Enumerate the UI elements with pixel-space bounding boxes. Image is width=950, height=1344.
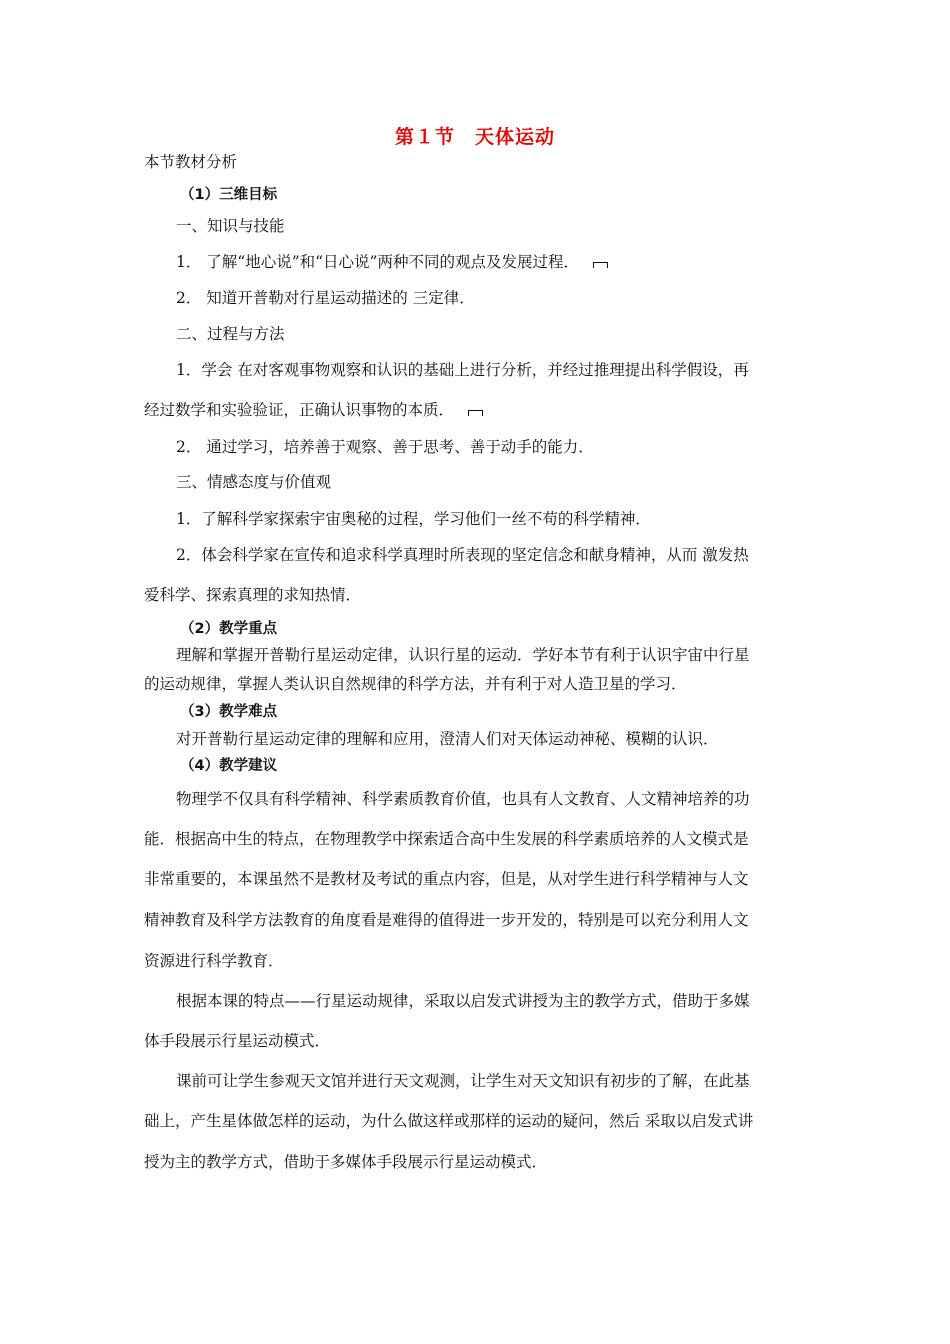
emotion-item-2-line-2: 爱科学、探索真理的求知热情． bbox=[144, 586, 362, 604]
advice-para-2-line-1: 根据本课的特点——行星运动规律，采取以启发式讲授为主的教学方式，借助于多媒 bbox=[176, 992, 750, 1010]
knowledge-heading: 一、知识与技能 bbox=[176, 217, 285, 235]
emotion-heading: 三、情感态度与价值观 bbox=[176, 473, 332, 491]
edit-mark-icon bbox=[468, 410, 483, 416]
section-label: 本节教材分析 bbox=[144, 153, 238, 171]
process-item-1-line-1: 1．学会 在对客观事物观察和认识的基础上进行分析，并经过推理提出科学假设，再 bbox=[176, 361, 749, 379]
process-heading: 二、过程与方法 bbox=[176, 325, 285, 343]
advice-para-1-line-5: 资源进行科学教育． bbox=[144, 952, 284, 970]
emotion-item-1: 1．了解科学家探索宇宙奥秘的过程，学习他们一丝不苟的科学精神． bbox=[176, 510, 651, 528]
process-item-1-line-2-text: 经过数学和实验验证，正确认识事物的本质． bbox=[144, 401, 455, 419]
key-heading: （2）教学重点 bbox=[180, 621, 278, 637]
key-line-2: 的运动规律，掌握人类认识自然规律的科学方法，并有利于对人造卫星的学习． bbox=[144, 675, 687, 693]
advice-heading: （4）教学建议 bbox=[180, 758, 278, 774]
edit-mark-icon bbox=[593, 262, 608, 268]
knowledge-item-2: 2． 知道开普勒对行星运动描述的 三定律． bbox=[176, 289, 475, 307]
knowledge-item-1 bbox=[176, 252, 608, 272]
advice-para-1-line-2: 能．根据高中生的特点，在物理教学中探索适合高中生发展的科学素质培养的人文模式是 bbox=[144, 830, 749, 848]
difficulty-heading: （3）教学难点 bbox=[180, 704, 278, 720]
advice-para-1-line-4: 精神教育及科学方法教育的角度看是难得的值得进一步开发的，特别是可以充分利用人文 bbox=[144, 911, 749, 929]
process-item-2: 2． 通过学习，培养善于观察、善于思考、善于动手的能力． bbox=[176, 438, 594, 456]
advice-para-3-line-3: 授为主的教学方式，借助于多媒体手段展示行星运动模式． bbox=[144, 1153, 548, 1171]
difficulty-line: 对开普勒行星运动定律的理解和应用，澄清人们对天体运动神秘、模糊的认识． bbox=[176, 730, 719, 748]
emotion-item-2-line-1: 2．体会科学家在宣传和追求科学真理时所表现的坚定信念和献身精神，从而 激发热 bbox=[176, 546, 749, 564]
knowledge-item-1-text: 1． 了解“地心说”和“日心说”两种不同的观点及发展过程． bbox=[176, 253, 579, 271]
process-item-1-line-2 bbox=[144, 400, 483, 420]
key-line-1: 理解和掌握开普勒行星运动定律，认识行星的运动．学好本节有利于认识宇宙中行星 bbox=[176, 646, 750, 664]
advice-para-2-line-2: 体手段展示行星运动模式． bbox=[144, 1032, 331, 1050]
advice-para-3-line-2: 础上，产生星体做怎样的运动，为什么做这样或那样的运动的疑问，然后 采取以启发式讲 bbox=[144, 1112, 754, 1130]
advice-para-1-line-1: 物理学不仅具有科学精神、科学素质教育价值，也具有人文教育、人文精神培养的功 bbox=[176, 790, 750, 808]
goals-heading: （1）三维目标 bbox=[180, 187, 278, 203]
document-title: 第１节 天体运动 bbox=[394, 126, 555, 148]
advice-para-3-line-1: 课前可让学生参观天文馆并进行天文观测，让学生对天文知识有初步的了解，在此基 bbox=[176, 1072, 750, 1090]
advice-para-1-line-3: 非常重要的，本课虽然不是教材及考试的重点内容，但是，从对学生进行科学精神与人文 bbox=[144, 870, 749, 888]
